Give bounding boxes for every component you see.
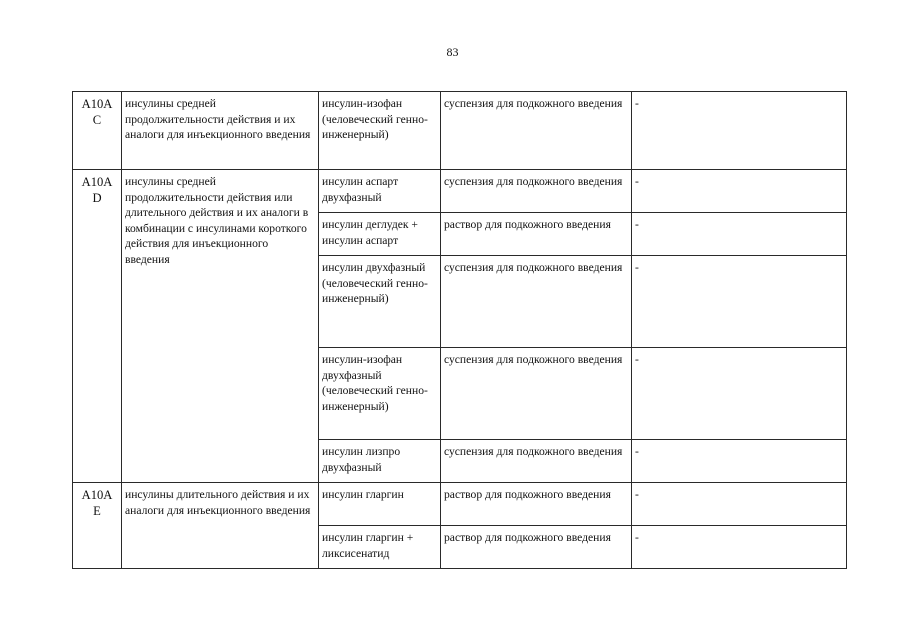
atc-code-cell xyxy=(73,170,122,483)
table-row xyxy=(73,483,847,526)
group-name-cell: инсулины средней продолжительности действия или длительного действия и их аналоги в комбинации с инсулинами короткого действия для инъекционного введения xyxy=(122,170,319,483)
dosage-form-cell: суспензия для подкожного введения xyxy=(441,256,632,348)
note-cell: - xyxy=(632,92,847,170)
dosage-form-cell: суспензия для подкожного введения xyxy=(441,170,632,213)
note-cell: - xyxy=(632,213,847,256)
atc-code-suffix: D xyxy=(92,191,102,205)
table-row xyxy=(73,170,847,213)
note-cell: - xyxy=(632,348,847,440)
dosage-form-cell: суспензия для подкожного введения xyxy=(441,92,632,170)
note-cell: - xyxy=(632,170,847,213)
inn-cell: инсулин гларгин xyxy=(319,483,441,526)
dosage-form-cell: раствор для подкожного введения xyxy=(441,526,632,569)
atc-code-cell xyxy=(73,483,122,569)
atc-code-cell xyxy=(73,92,122,170)
note-cell: - xyxy=(632,440,847,483)
note-cell: - xyxy=(632,526,847,569)
note-cell: - xyxy=(632,256,847,348)
inn-cell: инсулин аспарт двухфазный xyxy=(319,170,441,213)
dosage-form-cell: суспензия для подкожного введения xyxy=(441,440,632,483)
dosage-form-cell: раствор для подкожного введения xyxy=(441,213,632,256)
drug-table xyxy=(72,91,847,569)
atc-code: A10A xyxy=(81,97,113,111)
dosage-form-cell: раствор для подкожного введения xyxy=(441,483,632,526)
inn-cell: инсулин двухфазный (человеческий генно-инженерный) xyxy=(319,256,441,348)
inn-cell: инсулин-изофан двухфазный (человеческий генно-инженерный) xyxy=(319,348,441,440)
inn-cell: инсулин лизпро двухфазный xyxy=(319,440,441,483)
atc-code-suffix: E xyxy=(93,504,101,518)
atc-code: A10A xyxy=(81,488,113,502)
note-cell: - xyxy=(632,483,847,526)
dosage-form-cell: суспензия для подкожного введения xyxy=(441,348,632,440)
group-name-cell: инсулины длительного действия и их аналоги для инъекционного введения xyxy=(122,483,319,569)
group-name-cell: инсулины средней продолжительности действия и их аналоги для инъекционного введения xyxy=(122,92,319,170)
table-row xyxy=(73,92,847,170)
page-number: 83 xyxy=(446,45,459,59)
inn-cell: инсулин деглудек + инсулин аспарт xyxy=(319,213,441,256)
atc-code-suffix: C xyxy=(92,113,102,127)
inn-cell: инсулин-изофан (человеческий генно-инженерный) xyxy=(319,92,441,170)
inn-cell: инсулин гларгин + ликсисенатид xyxy=(319,526,441,569)
atc-code: A10A xyxy=(81,175,113,189)
